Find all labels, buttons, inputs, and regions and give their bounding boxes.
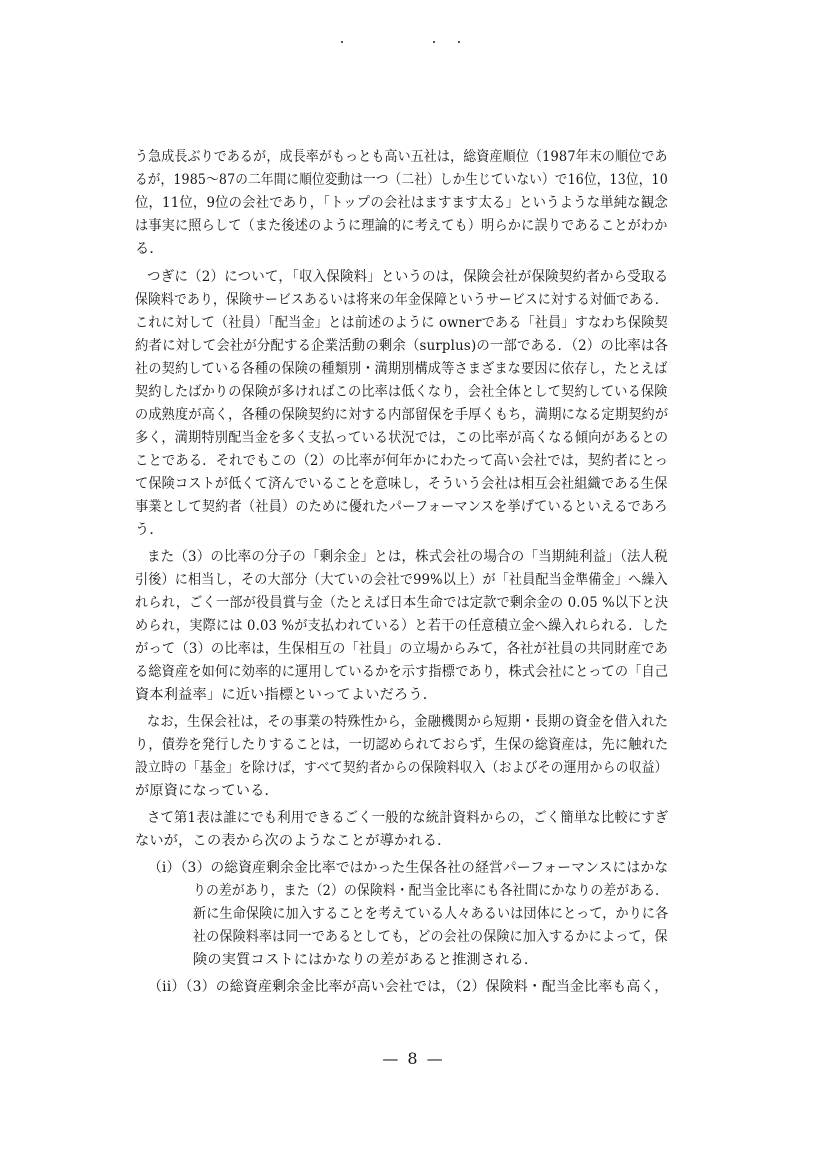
scan-speck xyxy=(341,41,343,43)
list-item-line: りの差があり，また（2）の保険料・配当金比率にも各社間にかなりの差がある． xyxy=(193,883,669,899)
text-line: の成熟度が高く，各種の保険契約に対する内部留保を手厚くもち，満期になる定期契約が xyxy=(135,407,669,423)
scan-speck xyxy=(433,41,435,43)
list-item-line: （i）（3）の総資産剰余金比率ではかった生保各社の経営パーフォーマンスにはかな xyxy=(148,860,669,876)
text-line: て保険コストが低くて済んでいることを意味し，そういう会社は相互会社組織である生保 xyxy=(135,476,668,492)
text-line: がって（3）の比率は，生保相互の「社員」の立場からみて，各社が社員の共同財産であ xyxy=(135,641,669,657)
text-line: 事業として契約者（社員）のために優れたパーフォーマンスを挙げているといえるであろ xyxy=(135,499,668,515)
text-line: 位，11位，9位の会社であり，「トップの会社はますます太る」というような単純な観念 xyxy=(135,195,668,211)
scan-speck xyxy=(458,41,460,43)
list-item-line: 新に生命保険に加入することを考えている人々あるいは団体にとって，かりに各 xyxy=(193,906,669,922)
text-line: これに対して（社員）「配当金」とは前述のように ownerである「社員」すなわち保険契 xyxy=(135,315,668,331)
text-line: 保険料であり，保険サービスあるいは将来の年金保障というサービスに対する対価である． xyxy=(135,292,668,308)
text-line: められ，実際には 0.03 %が支払われている）と若干の任意積立金へ繰入れられる．した xyxy=(135,618,669,634)
text-line: 約者に対して会社が分配する企業活動の剰余（surplus)の一部である．（2）の比率は各 xyxy=(135,338,669,354)
text-line: 設立時の「基金」を除けば，すべて契約者からの保険料収入（およびその運用からの収益） xyxy=(135,760,668,776)
text-line: 契約したばかりの保険が多ければこの比率は低くなり，会社全体として契約している保険 xyxy=(135,384,668,400)
list-item-line: 社の保険料率は同一であるとしても，どの会社の保険に加入するかによって，保 xyxy=(193,929,668,945)
text-line: 資本利益率」に近い指標といってよいだろう． xyxy=(135,687,438,703)
text-line: う． xyxy=(135,522,164,538)
text-line: れられ，ごく一部が役員賞与金（たとえば日本生命では定款で剰余金の 0.05 %以下と決 xyxy=(135,595,669,611)
text-line: 引後）に相当し，その大部分（大ていの会社で99%以上）が「社員配当金準備金」へ繰入 xyxy=(135,572,668,588)
text-line: う急成長ぶりであるが，成長率がもっとも高い五社は，総資産順位（1987年末の順位であ xyxy=(135,149,668,165)
list-item-line: （ii）（3）の総資産剰余金比率が高い会社では，（2）保険料・配当金比率も高く， xyxy=(148,979,669,995)
text-line: は事実に照らして（また後述のように理論的に考えても）明らかに誤りであることがわか xyxy=(135,218,668,234)
text-line: り，債券を発行したりすることは，一切認められておらず，生保の総資産は，先に触れた xyxy=(135,737,669,753)
text-line: つぎに（2）について，「収入保険料」というのは，保険会社が保険契約者から受取る xyxy=(147,269,669,285)
list-item-line: 険の実質コストにはかなりの差があると推測される． xyxy=(193,952,539,968)
text-line: 多く，満期特別配当金を多く支払っている状況では，この比率が高くなる傾向があるとの xyxy=(135,430,669,446)
text-line: るが，1985～87の二年間に順位変動は一つ（二社）しか生じていない）で16位，13位，10 xyxy=(135,172,668,188)
text-line: る． xyxy=(135,241,164,257)
text-line: 社の契約している各種の保険の種類別・満期別構成等さまざまな要因に依存し，たとえば xyxy=(135,361,668,377)
text-line: さて第1表は誰にでも利用できるごく一般的な統計資料からの，ごく簡単な比較にすぎ xyxy=(147,810,669,826)
text-line: が原資になっている． xyxy=(135,783,279,799)
text-line: なお，生保会社は，その事業の特殊性から，金融機関から短期・長期の資金を借入れた xyxy=(147,714,669,730)
text-line: ことである．それでもこの（2）の比率が何年かにわたって高い会社では，契約者にとっ xyxy=(135,453,669,469)
text-line: る総資産を如何に効率的に運用しているかを示す指標であり，株式会社にとっての「自己 xyxy=(135,664,669,680)
text-line: ないが，この表から次のようなことが導かれる． xyxy=(135,833,452,849)
text-line: また（3）の比率の分子の「剰余金」とは，株式会社の場合の「当期純利益」（法人税 xyxy=(147,549,668,565)
page-number: — 8 — xyxy=(382,1049,445,1068)
